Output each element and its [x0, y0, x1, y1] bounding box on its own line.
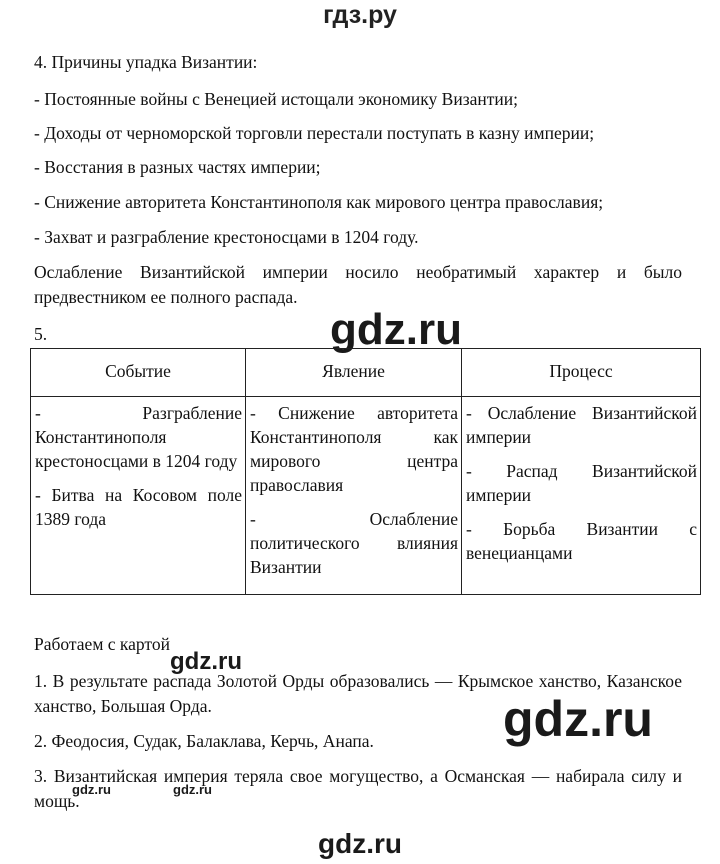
phenomenon-cell: [246, 397, 462, 595]
phenomenon-item: - Снижение авторитета Константинополя как мирового центра православия: [250, 403, 458, 495]
answer-5-number: 5.: [34, 324, 48, 344]
event-cell: [31, 397, 246, 595]
answer-4-item-3: - Восстания в разных частях империи;: [34, 157, 321, 177]
watermark-tiny-b: gdz.ru: [173, 782, 212, 797]
watermark-medium: gdz.ru: [170, 648, 242, 675]
table-header-row: [31, 349, 701, 397]
watermark-large: gdz.ru: [330, 305, 462, 354]
answer-4-conclusion: Ослабление Византийской империи носило необратимый характер и было предвестником ее полного распада.: [34, 262, 682, 307]
process-item: - Борьба Византии с венецианцами: [466, 519, 697, 563]
watermark-tiny-a: gdz.ru: [72, 782, 111, 797]
map-answer-1: 1. В результате распада Золотой Орды образовались — Крымское ханство, Казанское ханство, Большая Орда.: [34, 671, 682, 716]
answer-4-item-5: - Захват и разграбление крестоносцами в 1204 году.: [34, 227, 419, 247]
phenomenon-item: - Ослабление политического влияния Византии: [250, 509, 458, 577]
table-row: [31, 397, 701, 595]
answer-4-item-1: - Постоянные войны с Венецией истощали экономику Византии;: [34, 89, 518, 109]
answer-4-item-4: - Снижение авторитета Константинополя как мирового центра православия;: [34, 192, 604, 212]
watermark-big: gdz.ru: [503, 691, 653, 747]
event-item: - Разграбление Константинополя крестоносцами в 1204 году: [35, 403, 242, 471]
column-header-phenomenon: Явление: [246, 349, 462, 397]
answer-4-heading: 4. Причины упадка Византии:: [34, 52, 258, 72]
column-header-event: Событие: [31, 349, 246, 397]
process-item: - Ослабление Византийской империи: [466, 403, 697, 447]
events-table: [30, 348, 701, 595]
map-section-title: Работаем с картой: [34, 634, 170, 654]
map-answer-3: 3. Византийская империя теряла свое могущество, а Османская — набирала силу и мощь.: [34, 766, 682, 811]
process-item: - Распад Византийской империи: [466, 461, 697, 505]
footer-watermark: gdz.ru: [318, 828, 402, 859]
column-header-process: Процесс: [462, 349, 701, 397]
map-answer-2: 2. Феодосия, Судак, Балаклава, Керчь, Анапа.: [34, 731, 374, 751]
process-cell: [462, 397, 701, 595]
event-item: - Битва на Косовом поле 1389 года: [35, 485, 242, 529]
answer-4-item-2: - Доходы от черноморской торговли перестали поступать в казну империи;: [34, 123, 595, 143]
site-header: гдз.ру: [323, 1, 397, 29]
